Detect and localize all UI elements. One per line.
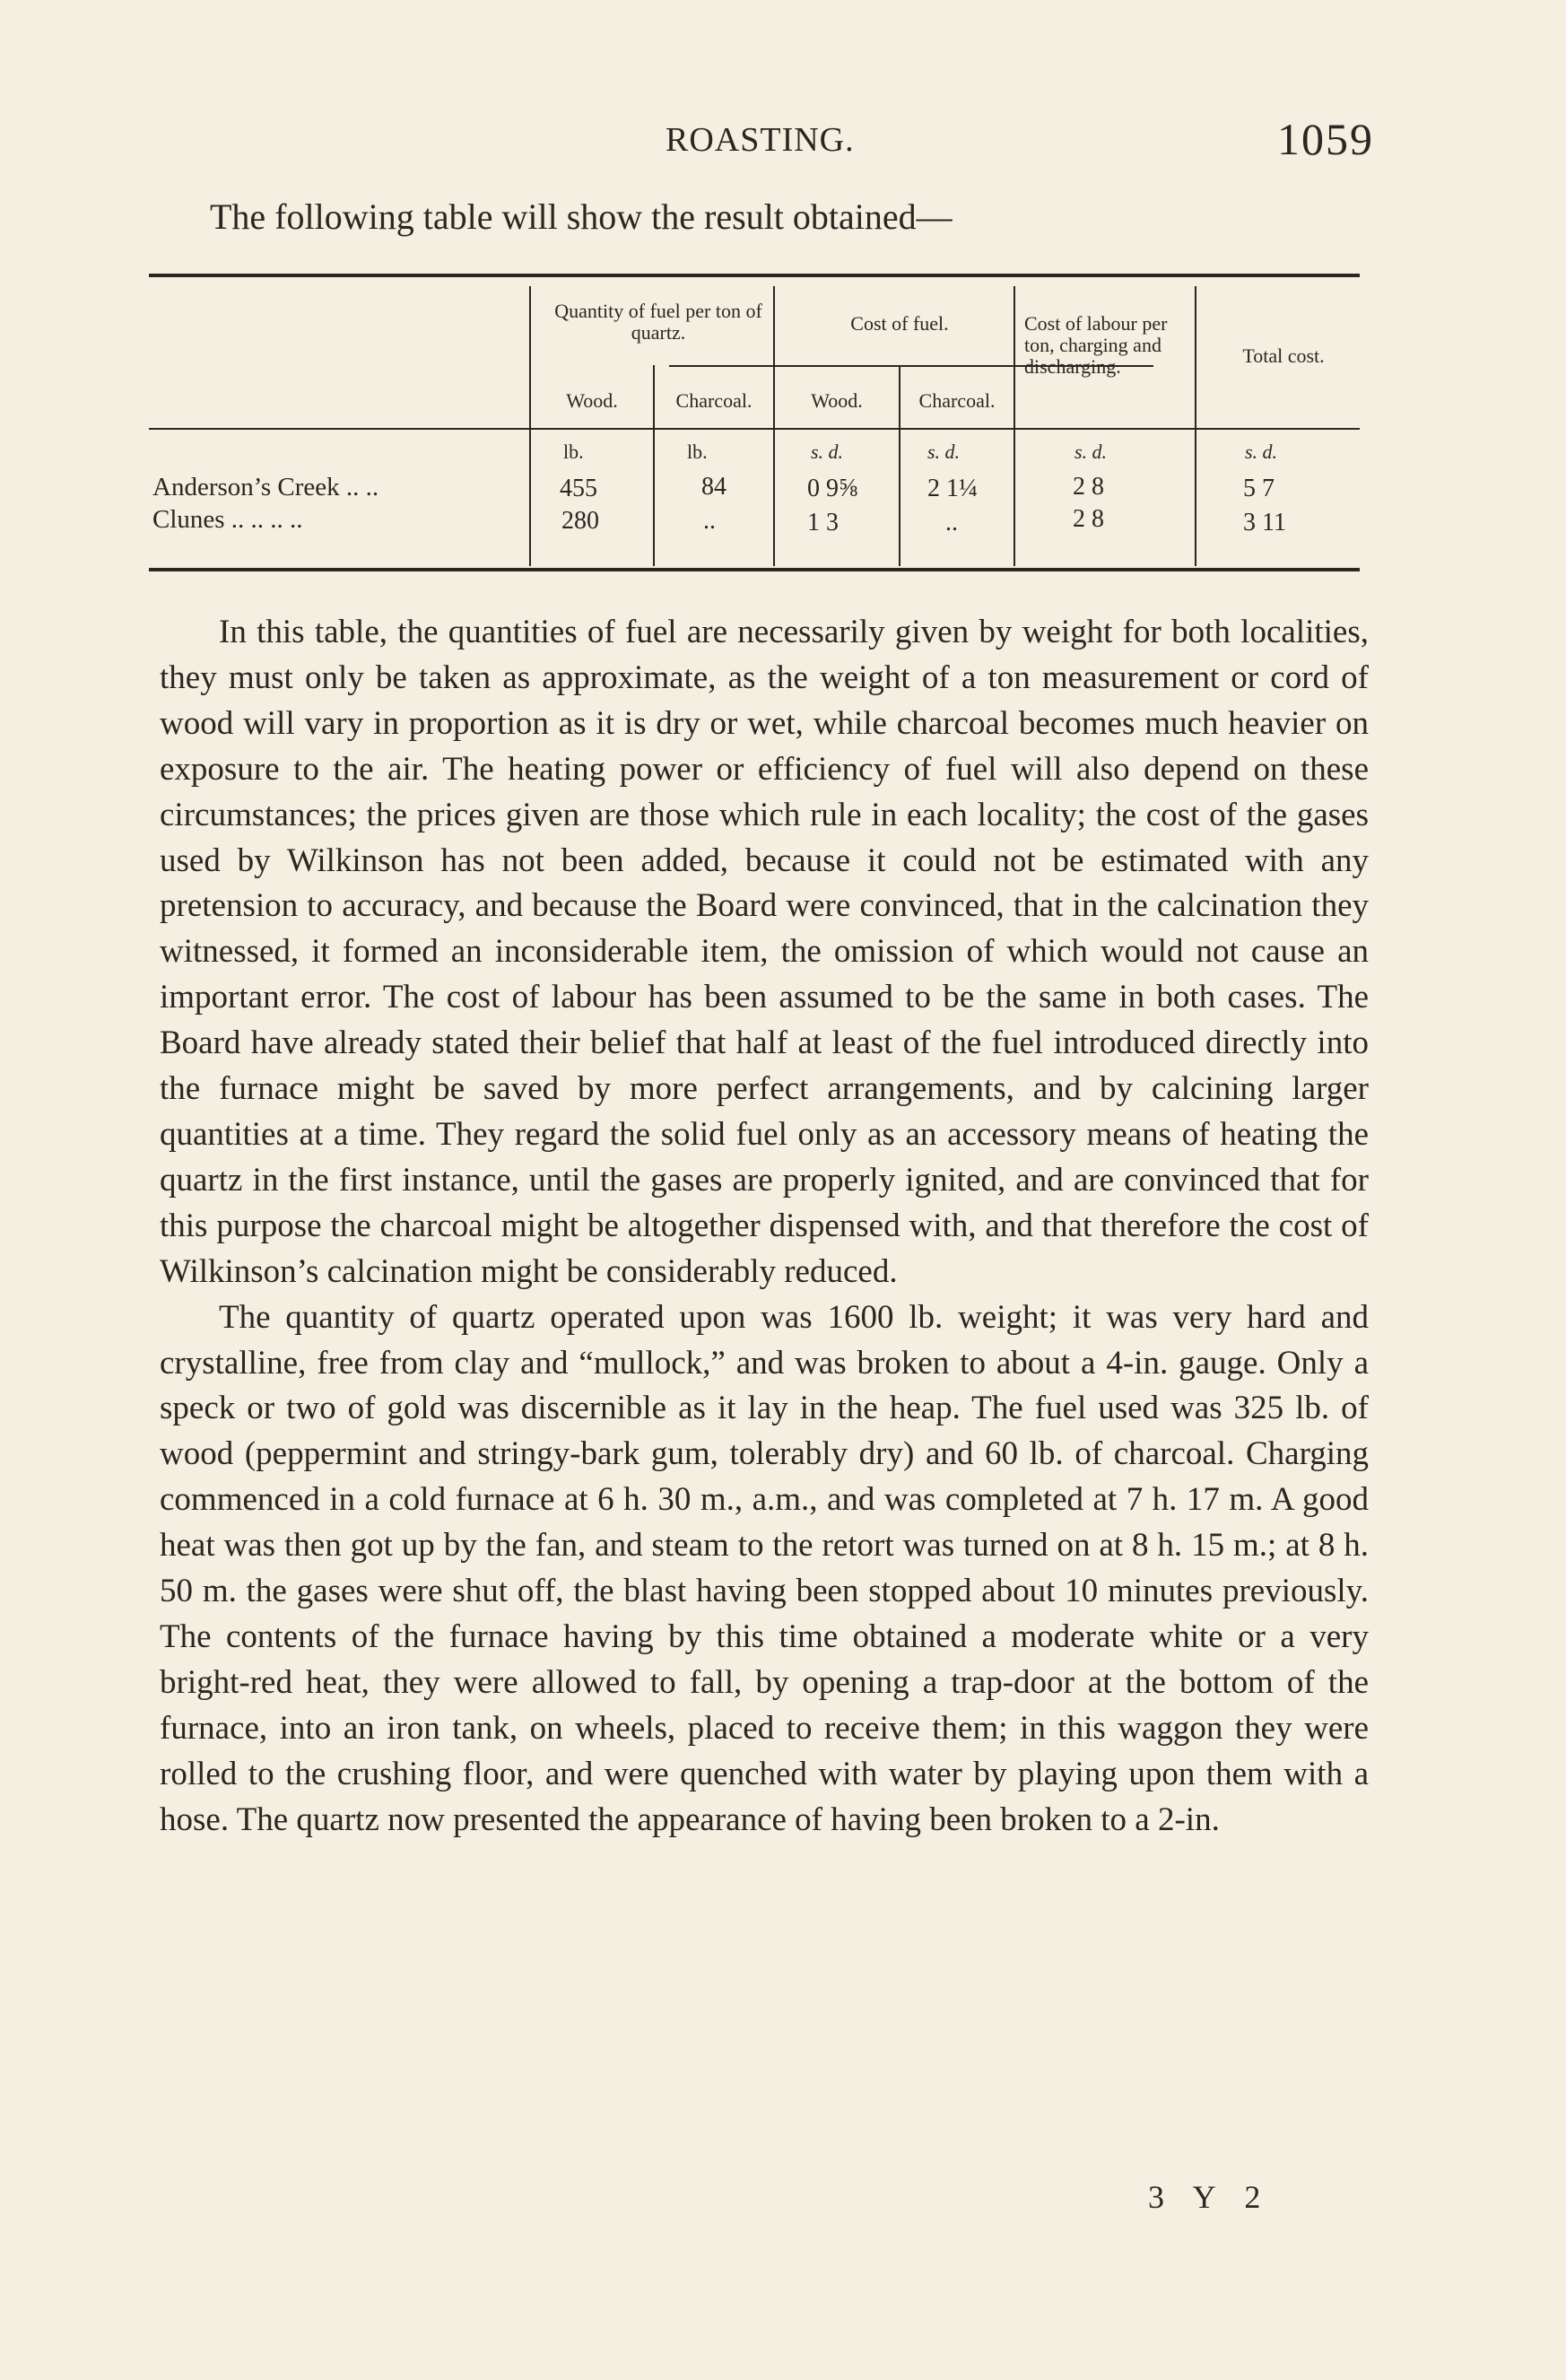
table-bottom-rule xyxy=(149,568,1360,571)
page-number: 1059 xyxy=(1277,114,1374,164)
table-cell: 5 7 xyxy=(1243,475,1275,502)
header-total-cost: Total cost. xyxy=(1242,344,1325,367)
unit-lb: lb. xyxy=(563,440,584,463)
table-cell: 455 xyxy=(560,475,597,502)
table-cell: 1 3 xyxy=(807,509,839,536)
header-cost-of-fuel: Cost of fuel. xyxy=(850,312,949,335)
unit-shillings-pence: s. d. xyxy=(811,440,844,463)
table-cell: 2 1¼ xyxy=(927,475,978,502)
table-cell: 2 8 xyxy=(1073,473,1104,501)
subheader-wood: Wood. xyxy=(566,389,618,412)
paragraph: The quantity of quartz operated upon was 1600 lb. weight; it was very hard and crystalline, free from clay and “mullock,” and was broken to about a 4-in. gauge. Only a speck or two of gold was discernible as it lay in the heap. The fuel used was 325 lb. of wood (peppermint and stringy-bark gum, tolerably dry) and 60 lb. of charcoal. Charging commenced in a cold furnace at 6 h. 30 m., a.m., and was completed at 7 h. 17 m. A good heat was then got up by the fan, and steam to the retort was turned on at 8 h. 15 m.; at 8 h. 50 m. the gases were shut off, the blast having been stopped about 10 minutes previously. The contents of the furnace having by this time obtained a moderate white or a very bright-red heat, they were allowed to fall, by opening a trap-door at the bottom of the furnace, into an iron tank, on wheels, placed to receive them; in this waggon they were rolled to the crushing floor, and were quenched with water by playing upon them with a hose. The quartz now presented the appearance of having been broken to a 2-in. xyxy=(160,1298,1369,1838)
body-text xyxy=(160,610,1369,1843)
col-divider xyxy=(1195,286,1196,566)
table-cell: 2 8 xyxy=(1073,505,1104,533)
subheader-charcoal: Charcoal. xyxy=(918,389,996,412)
row-label-clunes: Clunes .. .. .. .. xyxy=(152,505,303,534)
fuel-cost-table xyxy=(149,274,1360,571)
unit-shillings-pence: s. d. xyxy=(927,440,961,463)
unit-shillings-pence: s. d. xyxy=(1245,440,1278,463)
subheader-charcoal: Charcoal. xyxy=(675,389,753,412)
table-cell: .. xyxy=(945,509,958,536)
table-cell: 3 11 xyxy=(1243,509,1286,536)
unit-lb: lb. xyxy=(687,440,708,463)
table-cell: 84 xyxy=(701,473,726,501)
header-cost-of-labour: Cost of labour per ton, charging and discharging. xyxy=(1024,312,1168,378)
table-cell: .. xyxy=(703,507,716,535)
subheader-wood: Wood. xyxy=(811,389,863,412)
paragraph: In this table, the quantities of fuel are necessarily given by weight for both localities, they must only be taken as approximate, as the weight of a ton measurement or cord of wood will vary in proportion as it is dry or wet, while charcoal becomes much heavier on exposure to the air. The heating power or efficiency of fuel will also depend on these circumstances; the prices given are those which rule in each locality; the cost of the gases used by Wilkinson has not been added, because it could not be estimated with any pretension to accuracy, and because the Board were convinced, that in the calcination they witnessed, it formed an inconsiderable item, the omission of which would not cause an important error. The cost of labour has been assumed to be the same in both cases. The Board have already stated their belief that half at least of the fuel introduced directly into the furnace might be saved by more perfect arrangements, and by calcining larger quantities at a time. They regard the solid fuel only as an accessory means of heating the quartz in the first instance, until the gases are properly ignited, and are convinced that for this purpose the charcoal might be altogether dispensed with, and that therefore the cost of Wilkinson’s calcination might be considerably reduced. xyxy=(160,614,1369,1290)
col-divider xyxy=(773,286,775,566)
table-cell: 0 9⅝ xyxy=(807,475,857,502)
col-divider xyxy=(1014,286,1015,566)
running-title: ROASTING. xyxy=(666,121,855,159)
intro-sentence: The following table will show the result obtained— xyxy=(210,196,953,237)
col-divider xyxy=(529,286,531,566)
signature-mark: 3 Y 2 xyxy=(1148,2179,1272,2215)
table-top-rule xyxy=(149,274,1360,277)
unit-shillings-pence: s. d. xyxy=(1074,440,1108,463)
running-head xyxy=(0,113,1566,167)
row-label-andersons-creek: Anderson’s Creek .. .. xyxy=(152,473,379,501)
header-bottom-rule xyxy=(149,428,1360,430)
header-quantity-of-fuel: Quantity of fuel per ton of quartz. xyxy=(554,300,762,344)
table-cell: 280 xyxy=(561,507,599,535)
